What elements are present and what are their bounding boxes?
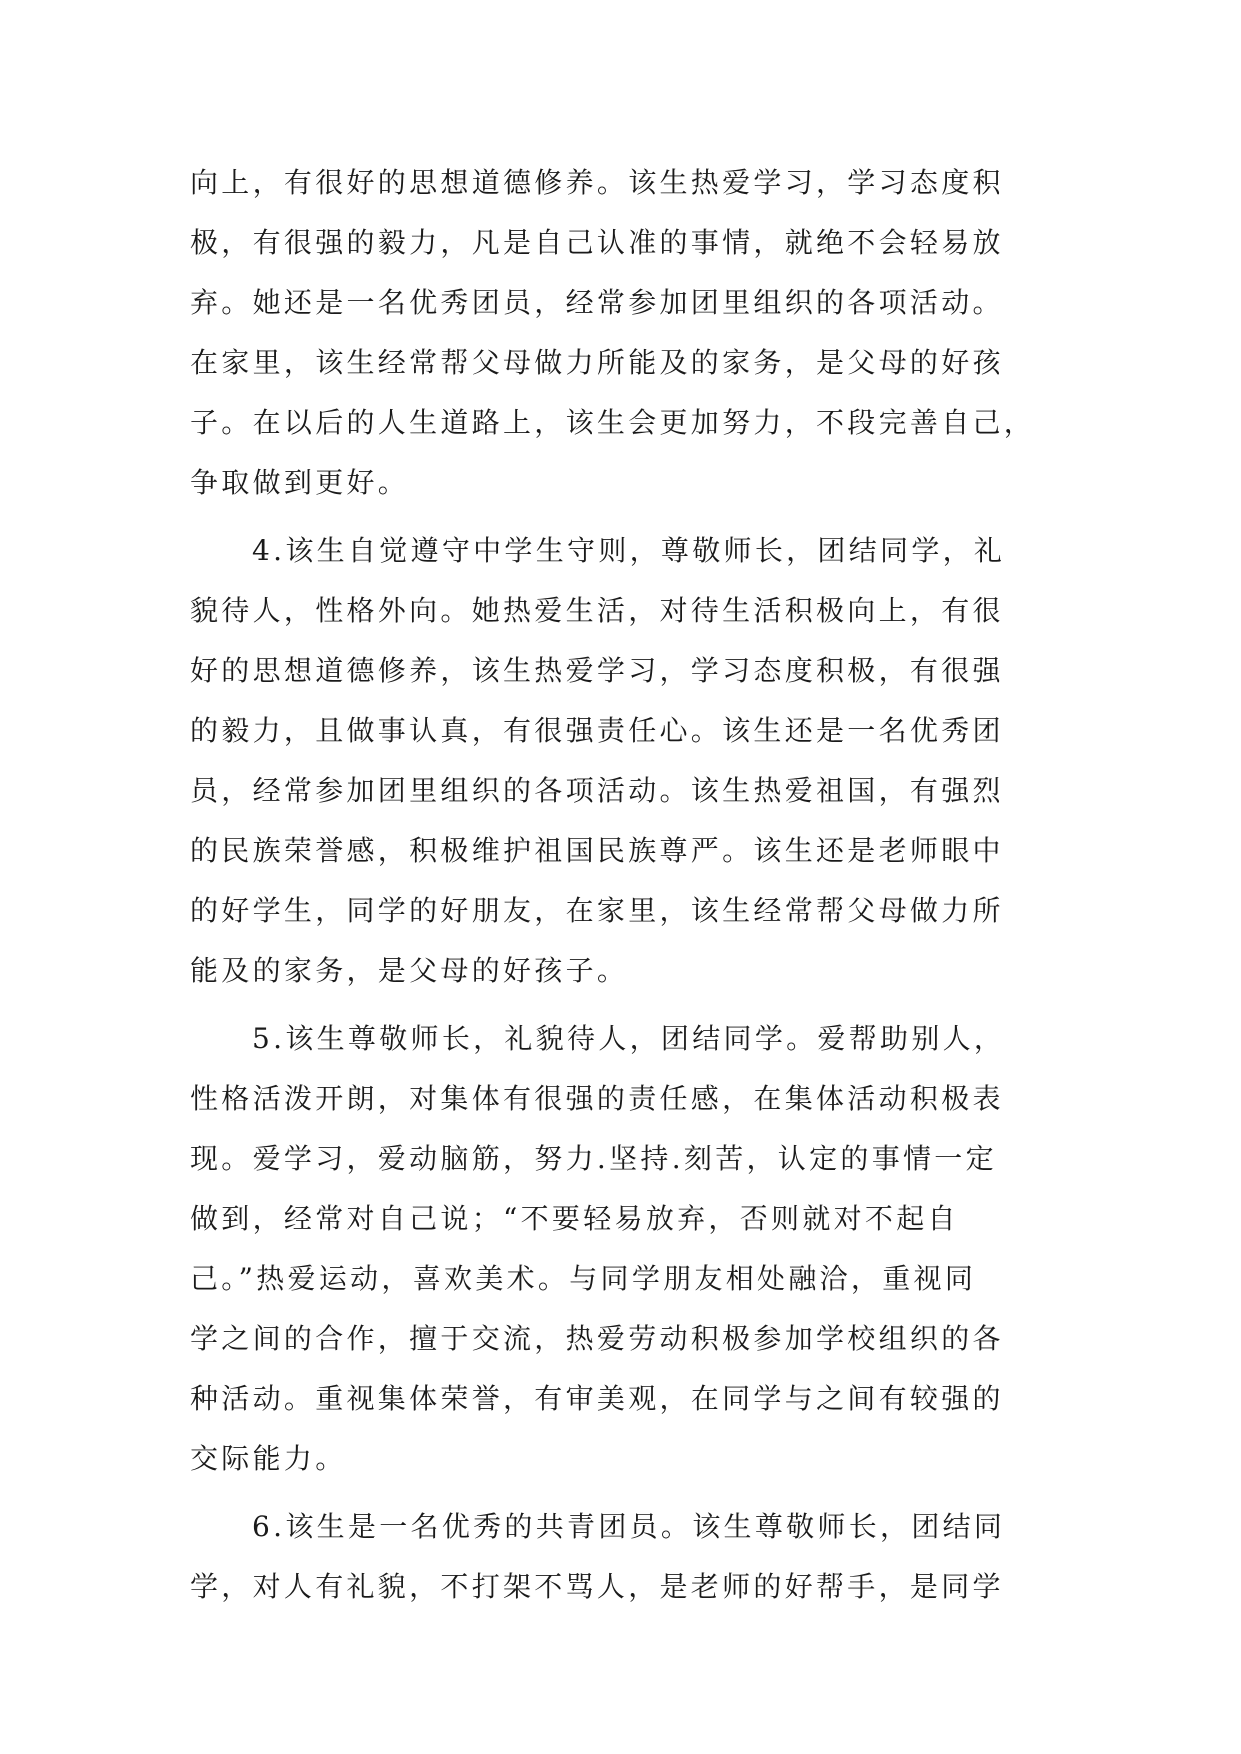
paragraph-item-6 <box>190 1497 1070 1617</box>
paragraph-gap <box>190 513 1070 521</box>
text-line: 员，经常参加团里组织的各项活动。该生热爱祖国，有强烈 <box>190 774 1004 807</box>
text-line: 种活动。重视集体荣誉，有审美观，在同学与之间有较强的 <box>190 1382 1004 1415</box>
text-line: 的好学生，同学的好朋友，在家里，该生经常帮父母做力所 <box>190 894 1004 927</box>
text-line: 现。爱学习，爱动脑筋，努力.坚持.刻苦，认定的事情一定 <box>190 1142 997 1175</box>
text-line: 向上，有很好的思想道德修养。该生热爱学习，学习态度积 <box>190 166 1004 199</box>
paragraph-gap <box>190 1489 1070 1497</box>
paragraph-item-5 <box>190 1009 1070 1489</box>
text-line: 学，对人有礼貌，不打架不骂人，是老师的好帮手，是同学 <box>190 1570 1004 1603</box>
text-line: 的民族荣誉感，积极维护祖国民族尊严。该生还是老师眼中 <box>190 834 1004 867</box>
text-line: 在家里，该生经常帮父母做力所能及的家务，是父母的好孩 <box>190 346 1004 379</box>
text-line: 己。”热爱运动，喜欢美术。与同学朋友相处融洽，重视同 <box>190 1262 977 1295</box>
text-line: 4.该生自觉遵守中学生守则，尊敬师长，团结同学，礼 <box>252 534 1006 567</box>
text-line: 好的思想道德修养，该生热爱学习，学习态度积极，有很强 <box>190 654 1004 687</box>
text-line: 弃。她还是一名优秀团员，经常参加团里组织的各项活动。 <box>190 286 1004 319</box>
paragraph-gap <box>190 1001 1070 1009</box>
text-line: 性格活泼开朗，对集体有很强的责任感，在集体活动积极表 <box>190 1082 1004 1115</box>
paragraph-item-4 <box>190 521 1070 1001</box>
text-line: 极，有很强的毅力，凡是自己认准的事情，就绝不会轻易放 <box>190 226 1004 259</box>
text-line: 做到，经常对自己说；“不要轻易放弃，否则就对不起自 <box>190 1202 959 1235</box>
text-line: 貌待人，性格外向。她热爱生活，对待生活积极向上，有很 <box>190 594 1004 627</box>
text-line: 子。在以后的人生道路上，该生会更加努力，不段完善自己， <box>190 406 1036 439</box>
document-body <box>190 153 1070 1617</box>
text-line: 学之间的合作，擅于交流，热爱劳动积极参加学校组织的各 <box>190 1322 1004 1355</box>
paragraph-continued <box>190 153 1070 513</box>
text-line: 交际能力。 <box>190 1442 347 1475</box>
text-line: 能及的家务，是父母的好孩子。 <box>190 954 629 987</box>
text-line: 6.该生是一名优秀的共青团员。该生尊敬师长，团结同 <box>252 1510 1006 1543</box>
text-line: 5.该生尊敬师长，礼貌待人，团结同学。爱帮助别人， <box>252 1022 1006 1055</box>
text-line: 的毅力，且做事认真，有很强责任心。该生还是一名优秀团 <box>190 714 1004 747</box>
text-line: 争取做到更好。 <box>190 466 410 499</box>
